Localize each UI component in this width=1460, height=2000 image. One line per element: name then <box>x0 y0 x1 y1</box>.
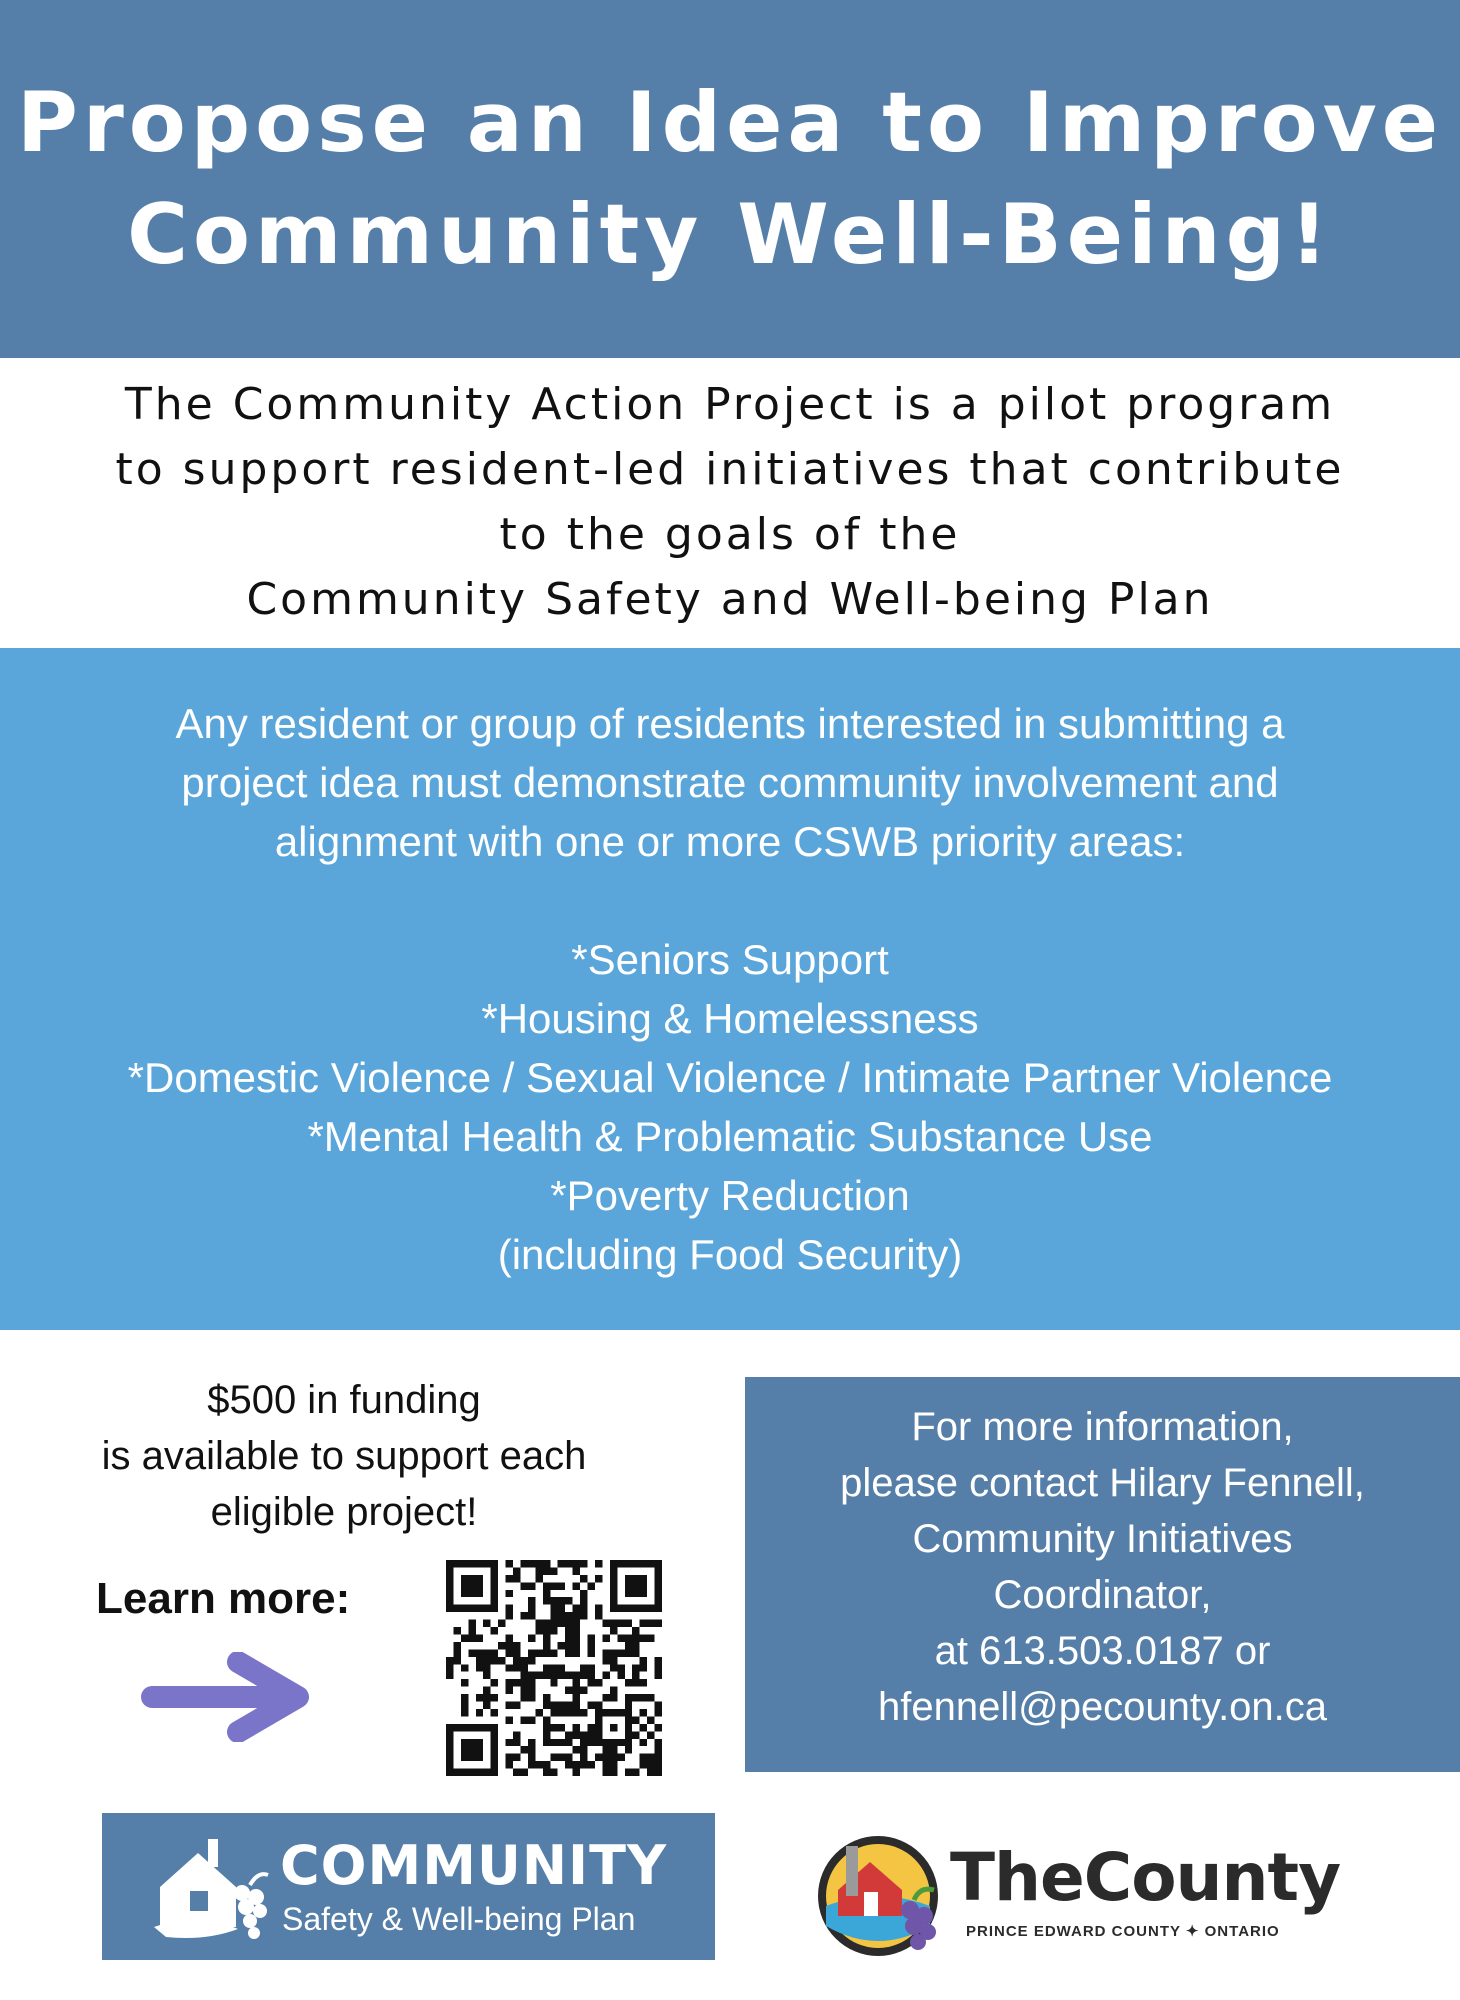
contact-line-1: For more information, <box>911 1405 1294 1449</box>
cswb-wordmark: COMMUNITY <box>280 1834 668 1897</box>
house-grapes-icon <box>146 1831 272 1945</box>
contact-line-3: Community Initiatives <box>912 1517 1293 1561</box>
right-arrow-icon <box>140 1652 315 1742</box>
learn-more-label: Learn more: <box>96 1574 351 1623</box>
cswb-logo <box>102 1813 715 1960</box>
funding-line-1: $500 in funding <box>207 1378 481 1422</box>
page-title-line-2: Community Well-Being! <box>127 186 1333 283</box>
priority-item: *Poverty Reduction <box>550 1172 910 1219</box>
county-logo <box>810 1820 1341 1970</box>
priority-item: *Seniors Support <box>571 936 889 983</box>
qr-code-icon[interactable] <box>446 1560 662 1776</box>
intro-line-1: The Community Action Project is a pilot program <box>124 379 1336 430</box>
contact-line-2: please contact Hilary Fennell, <box>840 1461 1365 1505</box>
priority-areas-panel <box>0 648 1460 1330</box>
intro-line-4: Community Safety and Well-being Plan <box>246 574 1214 625</box>
intro-line-3: to the goals of the <box>499 509 961 560</box>
header-banner <box>0 0 1460 358</box>
funding-line-3: eligible project! <box>210 1490 478 1534</box>
page-title-line-1: Propose an Idea to Improve <box>16 74 1444 171</box>
priority-list <box>0 930 1460 1284</box>
eligibility-line-2: project idea must demonstrate community involvement and <box>181 759 1279 806</box>
contact-line-4: Coordinator, <box>993 1573 1212 1617</box>
county-emblem-icon <box>810 1826 946 1962</box>
funding-text <box>40 1372 648 1540</box>
eligibility-line-1: Any resident or group of residents interested in submitting a <box>175 700 1285 747</box>
priority-item: (including Food Security) <box>497 1231 963 1278</box>
intro-text <box>0 372 1460 632</box>
intro-line-2: to support resident-led initiatives that contribute <box>115 444 1345 495</box>
funding-line-2: is available to support each <box>101 1434 587 1478</box>
county-wordmark: TheCounty <box>950 1839 1341 1916</box>
county-subline: PRINCE EDWARD COUNTY ✦ ONTARIO <box>966 1923 1280 1940</box>
contact-email[interactable]: hfennell@pecounty.on.ca <box>877 1685 1328 1729</box>
contact-phone: at 613.503.0187 or <box>934 1629 1271 1673</box>
cswb-tagline: Safety & Well-being Plan <box>282 1901 636 1937</box>
priority-item: *Mental Health & Problematic Substance Use <box>307 1113 1153 1160</box>
eligibility-line-3: alignment with one or more CSWB priority areas: <box>274 818 1186 865</box>
eligibility-text <box>0 694 1460 871</box>
contact-info-box <box>745 1377 1460 1772</box>
priority-item: *Domestic Violence / Sexual Violence / Intimate Partner Violence <box>127 1054 1333 1101</box>
priority-item: *Housing & Homelessness <box>481 995 979 1042</box>
